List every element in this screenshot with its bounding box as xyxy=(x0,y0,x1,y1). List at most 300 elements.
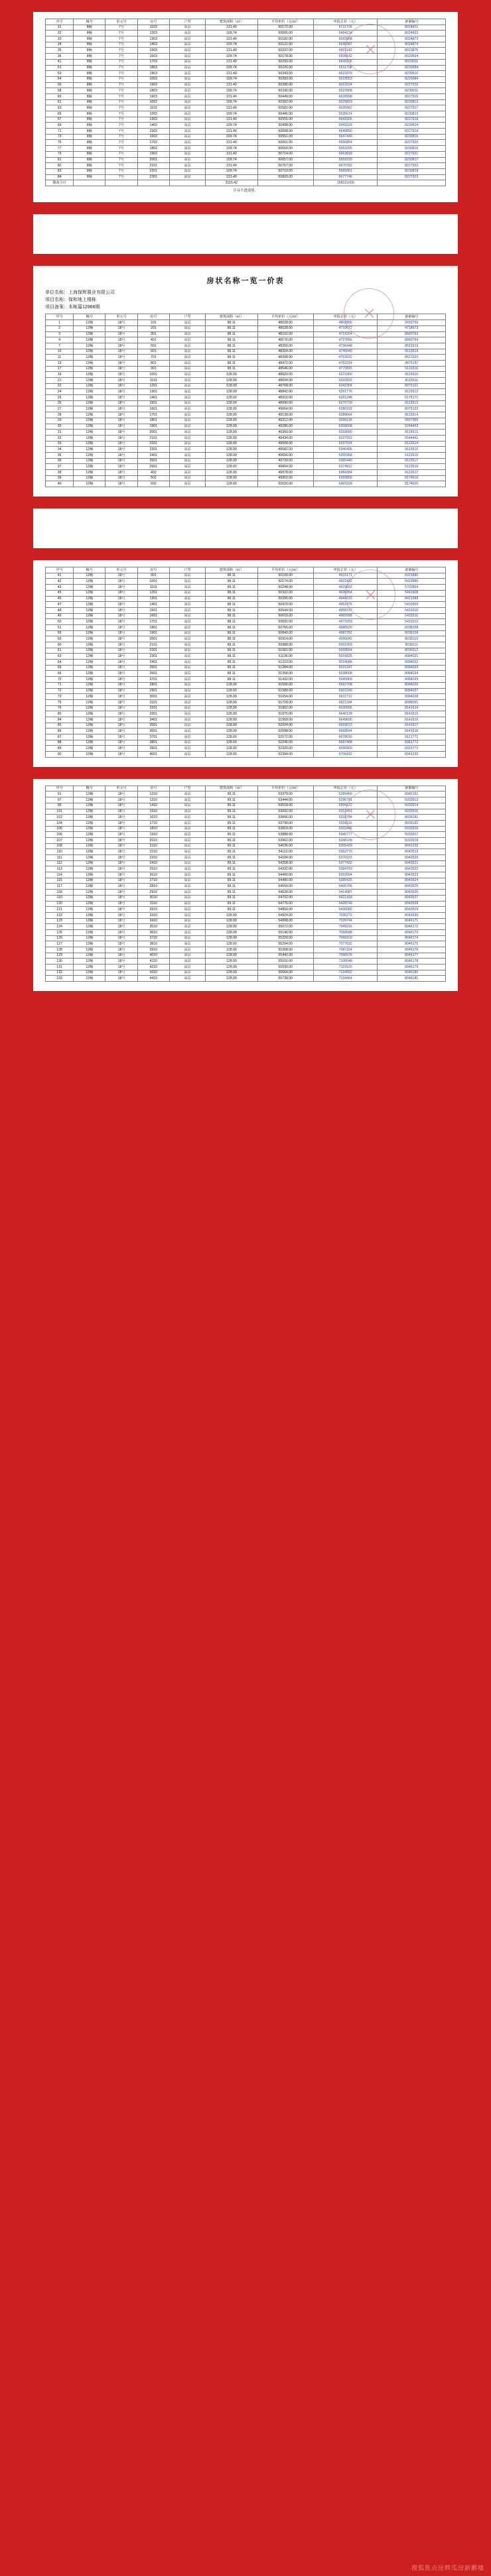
table-cell: 8084024 xyxy=(378,671,446,677)
table-cell: 1801 xyxy=(137,418,169,424)
table-cell: 109.74 xyxy=(206,88,257,94)
table-cell: 5414087 xyxy=(313,890,377,896)
column-header: 序号 xyxy=(46,786,74,791)
table-cell: 12幢 xyxy=(74,671,105,677)
table-cell: 6593908 xyxy=(313,36,377,42)
table-cell: 99.11 xyxy=(206,843,257,849)
table-cell: 1602 xyxy=(137,134,169,140)
table-cell: 42 xyxy=(46,579,74,585)
table-cell: 8075122 xyxy=(378,406,446,412)
table-cell: 128.00 xyxy=(206,947,257,953)
table-row xyxy=(46,140,446,146)
table-cell: 109.74 xyxy=(206,134,257,140)
table-cell: 52024.00 xyxy=(257,723,313,729)
table-cell: 50343.00 xyxy=(257,71,313,77)
column-header: 建筑面积（㎡） xyxy=(206,19,257,25)
table-cell: 3310 xyxy=(137,912,169,918)
column-header: 申报总价（元） xyxy=(313,314,377,320)
table-cell: 49508.00 xyxy=(257,441,313,447)
table-cell: 5506532 xyxy=(313,54,377,60)
table-cell: 18号 xyxy=(105,901,137,907)
table-row xyxy=(46,117,446,123)
table-cell: 48620.00 xyxy=(257,372,313,378)
table-row xyxy=(46,912,446,918)
table-cell: 8141617 xyxy=(378,723,446,729)
table-cell: 高层 xyxy=(169,895,205,901)
table-cell: 高层 xyxy=(169,705,205,711)
table-cell: 5377432 xyxy=(313,860,377,866)
column-header: 建筑面积（㎡） xyxy=(206,567,257,573)
table-cell: 5009564 xyxy=(313,648,377,654)
table-row xyxy=(46,65,446,71)
table-cell: 98.11 xyxy=(206,573,257,579)
price-table xyxy=(45,567,446,758)
table-cell: 801 xyxy=(137,360,169,366)
table-cell: 高层 xyxy=(169,71,205,77)
table-cell: 301 xyxy=(137,331,169,337)
table-cell: 18号 xyxy=(105,424,137,430)
table-cell: 高层 xyxy=(169,976,205,982)
column-header: 序号 xyxy=(46,19,74,25)
table-cell: 99.11 xyxy=(206,878,257,884)
table-cell: 50840.00 xyxy=(257,630,313,636)
table-cell: 119 xyxy=(46,895,74,901)
table-cell: 高层 xyxy=(169,140,205,146)
table-cell: 50766.00 xyxy=(257,624,313,630)
table-cell: 12幢 xyxy=(74,809,105,815)
table-cell: 64 xyxy=(46,660,74,666)
table-cell: 高层 xyxy=(169,935,205,941)
table-cell: 12幢 xyxy=(74,723,105,729)
table-cell: 50551.00 xyxy=(257,134,313,140)
table-cell: 2610 xyxy=(137,872,169,878)
table-cell: 67 xyxy=(46,117,74,123)
table-cell: 76 xyxy=(46,705,74,711)
table-cell: 6365440 xyxy=(313,458,377,464)
table-cell: 6289664 xyxy=(313,412,377,418)
table-cell: 8115512 xyxy=(378,389,446,395)
table-cell: 18号 xyxy=(105,970,137,976)
table-cell: 98.11 xyxy=(206,630,257,636)
table-cell: 12幢 xyxy=(74,855,105,861)
table-cell: 18号 xyxy=(105,947,137,953)
table-cell: 5318784 xyxy=(313,815,377,821)
table-cell: 6223360 xyxy=(313,372,377,378)
table-row xyxy=(46,435,446,441)
table-cell: 8521520 xyxy=(378,355,446,361)
table-cell: 1103 xyxy=(137,25,169,30)
table-cell: 8043519 xyxy=(378,849,446,855)
table-cell: 7096576 xyxy=(313,953,377,959)
table-cell: 18号 xyxy=(105,654,137,660)
table-cell: 12幢 xyxy=(74,866,105,872)
table-cell: 51950.00 xyxy=(257,717,313,723)
table-cell: 8046171 xyxy=(378,918,446,924)
table-cell: 1701 xyxy=(137,619,169,625)
table-cell: 18号 xyxy=(105,383,137,389)
table-cell: 98.11 xyxy=(206,665,257,671)
table-cell: 18号 xyxy=(105,648,137,654)
table-cell: 51506.00 xyxy=(257,682,313,688)
table-cell: 5326115 xyxy=(313,820,377,826)
table-cell: 高层 xyxy=(169,441,205,447)
table-cell: 6668544 xyxy=(313,729,377,734)
table-cell: 99.11 xyxy=(206,832,257,838)
table-cell: 1810 xyxy=(137,826,169,832)
table-cell: 高层 xyxy=(169,146,205,152)
table-row xyxy=(46,372,446,378)
table-cell: 8幢 xyxy=(74,65,105,71)
table-cell: 高层 xyxy=(169,746,205,752)
column-header: 备案编号 xyxy=(378,786,446,791)
table-cell: 3701 xyxy=(137,734,169,740)
table-cell: 高层 xyxy=(169,941,205,947)
table-cell: 6393856 xyxy=(313,475,377,481)
table-cell: 高层 xyxy=(169,378,205,384)
column-header: 单元号 xyxy=(105,314,137,320)
table-cell: 98.11 xyxy=(206,590,257,596)
table-cell: 54850.00 xyxy=(257,907,313,913)
table-cell: 18号 xyxy=(105,843,137,849)
table-cell: 18号 xyxy=(105,959,137,965)
table-cell: 7077632 xyxy=(313,941,377,947)
table-cell: 89 xyxy=(46,746,74,752)
table-cell: 2401 xyxy=(137,452,169,458)
table-cell: 12幢 xyxy=(74,648,105,654)
table-cell: 50172.00 xyxy=(257,25,313,30)
table-cell: 3210 xyxy=(137,907,169,913)
table-cell: 109.74 xyxy=(206,30,257,36)
table-cell: 8幢 xyxy=(74,123,105,129)
table-cell: 2301 xyxy=(137,654,169,660)
table-cell: 5311453 xyxy=(313,809,377,815)
table-cell: 高层 xyxy=(169,395,205,401)
table-cell: 17 xyxy=(46,366,74,372)
table-cell: 18号 xyxy=(105,412,137,418)
table-cell: 99.11 xyxy=(206,866,257,872)
table-cell: 6635962 xyxy=(313,105,377,111)
table-cell: 5296791 xyxy=(313,797,377,803)
table-cell: 12幢 xyxy=(74,424,105,430)
table-cell: 602 xyxy=(137,481,169,487)
table-cell: 12幢 xyxy=(74,872,105,878)
table-cell: 128.00 xyxy=(206,729,257,734)
column-header: 房号 xyxy=(137,786,169,791)
table-cell: 高层 xyxy=(169,117,205,123)
table-cell: 2910 xyxy=(137,890,169,896)
table-cell: 1301 xyxy=(137,596,169,602)
table-cell: 98.11 xyxy=(206,360,257,366)
table-cell: 高层 xyxy=(169,809,205,815)
table-cell: 18号 xyxy=(105,619,137,625)
table-cell: 7115520 xyxy=(313,965,377,970)
table-cell: 8046174 xyxy=(378,935,446,941)
table-cell: 12幢 xyxy=(74,642,105,648)
table-cell: 12幢 xyxy=(74,912,105,918)
table-row xyxy=(46,360,446,366)
table-cell: 4719264 xyxy=(313,331,377,337)
table-cell: 2 xyxy=(46,325,74,331)
table-row xyxy=(46,711,446,717)
table-row xyxy=(46,947,446,953)
table-cell: 1701 xyxy=(137,412,169,418)
table-cell: 5507965 xyxy=(378,418,446,424)
table-cell: 33 xyxy=(46,36,74,42)
table-cell: 5362770 xyxy=(313,849,377,855)
table-cell: 1802 xyxy=(137,146,169,152)
table-cell: 18号 xyxy=(105,389,137,395)
table-cell: 高层 xyxy=(169,855,205,861)
table-cell: 98.11 xyxy=(206,660,257,666)
table-cell: 18号 xyxy=(105,400,137,406)
table-cell: 50178.00 xyxy=(257,54,313,60)
table-cell: 7030272 xyxy=(313,912,377,918)
table-cell: 7号 xyxy=(105,25,137,30)
table-cell: 50714.00 xyxy=(257,151,313,157)
table-cell: 高层 xyxy=(169,619,205,625)
table-cell: 5565061 xyxy=(313,168,377,174)
table-row xyxy=(46,699,446,705)
table-cell: 53592.00 xyxy=(257,809,313,815)
table-cell: 8230611 xyxy=(378,88,446,94)
table-cell: 50661.00 xyxy=(257,140,313,146)
footnote: 开具不进说明： xyxy=(233,188,258,193)
table-cell: 50555.00 xyxy=(257,117,313,123)
table-cell: 131.40 xyxy=(206,151,257,157)
table-row xyxy=(46,447,446,453)
table-cell: 54554.00 xyxy=(257,884,313,890)
table-cell: 38 xyxy=(46,470,74,476)
table-cell: 51654.00 xyxy=(257,694,313,700)
table-cell: 6656854 xyxy=(313,140,377,146)
table-row xyxy=(46,464,446,470)
table-cell: 53962.00 xyxy=(257,837,313,843)
table-cell: 8084028 xyxy=(378,694,446,700)
table-row xyxy=(46,734,446,740)
table-cell: 8幢 xyxy=(74,105,105,111)
table-row xyxy=(46,705,446,711)
table-cell: 18号 xyxy=(105,458,137,464)
table-cell: 3401 xyxy=(137,717,169,723)
table-cell: 5431512 xyxy=(378,619,446,625)
table-cell: 49656.00 xyxy=(257,452,313,458)
table-cell: 8227921 xyxy=(378,151,446,157)
table-cell: 55368.00 xyxy=(257,947,313,953)
column-header: 房号 xyxy=(137,314,169,320)
table-cell: 高层 xyxy=(169,105,205,111)
table-row xyxy=(46,146,446,152)
table-cell: 18号 xyxy=(105,464,137,470)
table-cell: 5122616 xyxy=(378,464,446,470)
table-cell: 6601142 xyxy=(313,48,377,54)
table-cell: 4995042 xyxy=(313,636,377,642)
table-cell: 8046178 xyxy=(378,959,446,965)
table-row xyxy=(46,602,446,608)
table-cell: 7039744 xyxy=(313,918,377,924)
table-cell: 18号 xyxy=(105,953,137,959)
table-cell: 18号 xyxy=(105,573,137,579)
table-cell: 79 xyxy=(46,151,74,157)
table-cell: 1501 xyxy=(137,400,169,406)
table-cell: 1702 xyxy=(137,140,169,146)
table-row xyxy=(46,349,446,355)
table-cell: 高层 xyxy=(169,970,205,976)
table-cell: 18号 xyxy=(105,475,137,481)
table-cell: 32 xyxy=(46,30,74,36)
table-cell: 高层 xyxy=(169,129,205,135)
table-cell: 105 xyxy=(46,826,74,832)
column-header: 幢号 xyxy=(74,786,105,791)
table-cell: 高层 xyxy=(169,849,205,855)
table-cell: 5547440 xyxy=(313,134,377,140)
table-cell: 6628998 xyxy=(313,93,377,99)
table-cell: 128.00 xyxy=(206,389,257,395)
table-cell: 601 xyxy=(137,349,169,355)
table-cell: 18号 xyxy=(105,435,137,441)
table-cell: 8023875 xyxy=(378,48,446,54)
table-cell: 3501 xyxy=(137,723,169,729)
table-row xyxy=(46,54,446,60)
table-cell: 54184.00 xyxy=(257,855,313,861)
table-cell: 12幢 xyxy=(74,907,105,913)
table-cell: 2810 xyxy=(137,884,169,890)
table-cell: 8230814 xyxy=(378,123,446,129)
table-cell: 6687488 xyxy=(313,740,377,746)
table-cell: 50237.00 xyxy=(257,48,313,54)
table-cell: 18号 xyxy=(105,717,137,723)
table-cell: 8046151 xyxy=(378,791,446,797)
table-cell: 12幢 xyxy=(74,325,105,331)
table-cell: 5333446 xyxy=(313,826,377,832)
table-cell: 104 xyxy=(46,820,74,826)
table-cell: 高层 xyxy=(169,360,205,366)
table-row xyxy=(46,636,446,642)
table-cell: 18号 xyxy=(105,447,137,453)
table-cell: 8幢 xyxy=(74,111,105,117)
table-cell: 60 xyxy=(46,642,74,648)
table-row xyxy=(46,924,446,930)
table-row xyxy=(46,688,446,694)
table-row xyxy=(46,105,446,111)
table-row xyxy=(46,42,446,48)
document-page xyxy=(33,12,458,202)
table-row xyxy=(46,929,446,935)
table-cell: 1201 xyxy=(137,383,169,389)
table-cell: 128.00 xyxy=(206,475,257,481)
table-cell: 3410 xyxy=(137,918,169,924)
table-cell: 高层 xyxy=(169,452,205,458)
table-cell: 高层 xyxy=(169,843,205,849)
table-cell: 73 xyxy=(46,134,74,140)
table-cell: 6678016 xyxy=(313,734,377,740)
table-row xyxy=(46,671,446,677)
table-cell: 高层 xyxy=(169,99,205,105)
table-cell: 18号 xyxy=(105,677,137,683)
table-cell: 高层 xyxy=(169,607,205,613)
table-cell: 130 xyxy=(46,959,74,965)
table-cell: 5494134 xyxy=(313,30,377,36)
table-row xyxy=(46,717,446,723)
table-cell: 18号 xyxy=(105,855,137,861)
table-cell: 33 xyxy=(46,441,74,447)
table-cell: 84 xyxy=(46,717,74,723)
table-row xyxy=(46,579,446,585)
table-cell: 8038111 xyxy=(378,642,446,648)
table-cell: 201 xyxy=(137,325,169,331)
table-cell: 8227917 xyxy=(378,105,446,111)
table-cell: 高层 xyxy=(169,642,205,648)
table-cell: 6270720 xyxy=(313,400,377,406)
table-cell: 50445.00 xyxy=(257,111,313,117)
table-cell: 6384384 xyxy=(313,470,377,476)
table-cell: 2001 xyxy=(137,157,169,163)
column-header: 平均单价（元/㎡） xyxy=(257,567,313,573)
page-title: 房状名称一览一价表 xyxy=(206,276,285,285)
table-cell: 13 xyxy=(46,360,74,366)
table-cell: 8227916 xyxy=(378,93,446,99)
table-cell: 5033913 xyxy=(378,797,446,803)
table-cell: 高层 xyxy=(169,740,205,746)
table-cell: 99.11 xyxy=(206,820,257,826)
column-header: 单元号 xyxy=(105,19,137,25)
table-cell: 8幢 xyxy=(74,117,105,123)
table-cell: 高层 xyxy=(169,366,205,372)
table-cell: 98.11 xyxy=(206,585,257,591)
table-cell: 18号 xyxy=(105,481,137,487)
table-cell: 8075121 xyxy=(378,383,446,389)
table-cell: 6280192 xyxy=(313,406,377,412)
column-header: 平均单价（元/㎡） xyxy=(257,786,313,791)
table-cell: 12幢 xyxy=(74,740,105,746)
table-cell: 54332.00 xyxy=(257,866,313,872)
table-cell: 2310 xyxy=(137,855,169,861)
table-cell: 8381772 xyxy=(378,740,446,746)
table-cell: 128.00 xyxy=(206,740,257,746)
table-cell: 98.11 xyxy=(206,337,257,343)
table-cell: 高层 xyxy=(169,907,205,913)
table-cell: 50544.00 xyxy=(257,607,313,613)
table-cell: 12幢 xyxy=(74,636,105,642)
table-cell: 83 xyxy=(46,168,74,174)
table-cell: 8115517 xyxy=(378,458,446,464)
table-cell: 6659072 xyxy=(313,723,377,729)
table-cell: 8174619 xyxy=(378,475,446,481)
table-cell: 6346496 xyxy=(313,447,377,453)
table-cell: 18号 xyxy=(105,395,137,401)
table-cell: 高层 xyxy=(169,929,205,935)
table-cell: 901 xyxy=(137,573,169,579)
table-cell: 8043527 xyxy=(378,895,446,901)
table-cell: 53 xyxy=(46,71,74,77)
table-cell: 高层 xyxy=(169,355,205,361)
table-cell: 12幢 xyxy=(74,694,105,700)
table-cell: 73 xyxy=(46,694,74,700)
table-cell: 7124992 xyxy=(313,970,377,976)
table-row xyxy=(46,872,446,878)
table-cell: 48768.00 xyxy=(257,383,313,389)
table-cell: 高层 xyxy=(169,383,205,389)
table-cell: 5244403 xyxy=(378,424,446,430)
table-cell: 51136.00 xyxy=(257,654,313,660)
table-cell: 18号 xyxy=(105,890,137,896)
table-cell: 2001 xyxy=(137,430,169,436)
table-row xyxy=(46,25,446,30)
table-cell: 3201 xyxy=(137,705,169,711)
table-cell: 54036.00 xyxy=(257,843,313,849)
table-cell: 高层 xyxy=(169,694,205,700)
table-cell: 12幢 xyxy=(74,947,105,953)
table-cell: 98.11 xyxy=(206,613,257,619)
